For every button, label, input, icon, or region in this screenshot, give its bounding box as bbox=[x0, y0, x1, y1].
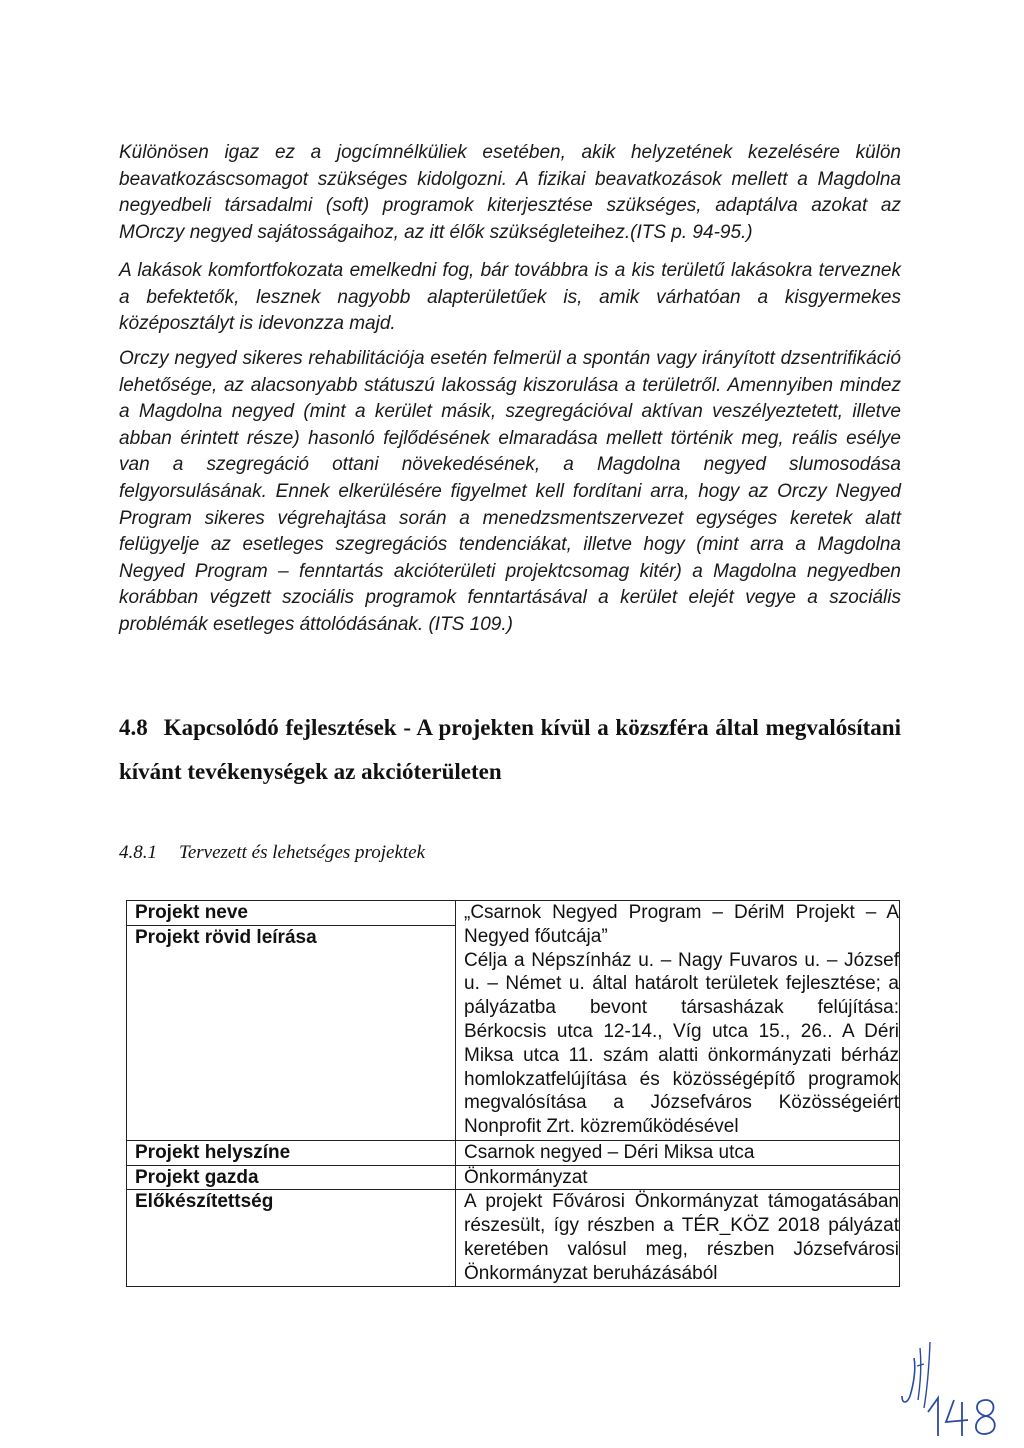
value-project-name-and-description bbox=[456, 901, 900, 1141]
value-project-location: Csarnok negyed – Déri Miksa utca bbox=[456, 1140, 900, 1165]
section-title: Kapcsolódó fejlesztések - A projekten kívül a közszféra által megvalósítani kívánt tevékenységek az akcióterületen bbox=[119, 715, 901, 784]
table-row bbox=[127, 1140, 900, 1165]
subsection-heading bbox=[119, 842, 425, 864]
label-project-name: Projekt neve bbox=[127, 901, 456, 926]
paragraph-2: A lakások komfortfokozata emelkedni fog, bár továbbra is a kis területű lakásokra terveznek a befektetők, lesznek nagyobb alapterületűek is, amik várhatóan a kisgyermekes középosztályt is idevonzza majd. bbox=[119, 260, 901, 335]
section-heading bbox=[119, 706, 901, 794]
project-table bbox=[126, 900, 900, 1287]
table-row bbox=[127, 901, 900, 926]
value-project-name: „Csarnok Negyed Program – DériM Projekt – A Negyed főutcája” bbox=[464, 902, 899, 947]
value-project-description: Célja a Népszínház u. – Nagy Fuvaros u. – József u. – Német u. által határolt területek fejlesztése; a pályázatba bevont társasházak felújítása: Bérkocsis utca 12-14., Víg utca 15., 26.. A Déri Miksa utca 11. szám alatti önkormányzati bérház homlokzatfelújítása és közösségépítő programok megvalósítása a Józsefváros Közösségeiért Nonprofit Zrt. közreműködésével bbox=[464, 949, 899, 1138]
label-project-description: Projekt rövid leírása bbox=[127, 925, 456, 1140]
value-project-owner: Önkormányzat bbox=[456, 1165, 900, 1190]
handwritten-page-number bbox=[918, 1388, 1014, 1440]
subsection-title: Tervezett és lehetséges projektek bbox=[179, 842, 426, 863]
section-number: 4.8 bbox=[119, 715, 148, 740]
label-preparedness: Előkészítettség bbox=[127, 1190, 456, 1286]
paragraph-1: Különösen igaz ez a jogcímnélküliek esetében, akik helyzetének kezelésére külön beavatkozáscsomagot szükséges kidolgozni. A fizikai beavatkozások mellett a Magdolna negyedbeli társadalmi (soft) programok kiterjesztése szükséges, adaptálva azokat az MOrczy negyed sajátosságaihoz, az itt élők szükségleteihez.(ITS p. 94-95.) bbox=[119, 142, 901, 243]
label-project-owner: Projekt gazda bbox=[127, 1165, 456, 1190]
table-row bbox=[127, 1165, 900, 1190]
table-row bbox=[127, 1190, 900, 1286]
subsection-number: 4.8.1 bbox=[119, 842, 157, 863]
paragraph-3: Orczy negyed sikeres rehabilitációja esetén felmerül a spontán vagy irányított dzsentrifikáció lehetősége, az alacsonyabb státuszú lakosság kiszorulása a területről. Amennyiben mindez a Magdolna negyed (mint a kerület másik, szegregációval aktívan veszélyeztetett, illetve abban érintett része) hasonló fejlődésének elmaradása mellett történik meg, reális esélye van a szegregáció ottani növekedésének, a Magdolna negyed slumosodása felgyorsulásának. Ennek elkerülésére figyelmet kell fordítani arra, hogy az Orczy Negyed Program sikeres végrehajtása során a menedzsmentszervezet egységes keretek alatt felügyelje az esetleges szegregációs tendenciákat, illetve hogy (mint arra a Magdolna Negyed Program – fenntartás akcióterületi projektcsomag kitér) a Magdolna negyedben korábban végzett szociális programok fenntartásával a kerület elejét vegye a szociális problémák esetleges áttolódásának. (ITS 109.) bbox=[119, 348, 901, 635]
label-project-location: Projekt helyszíne bbox=[127, 1140, 456, 1165]
value-preparedness: A projekt Fővárosi Önkormányzat támogatásában részesült, így részben a TÉR_KÖZ 2018 pályázat keretében valósul meg, részben Józsefvárosi Önkormányzat beruházásából bbox=[456, 1190, 900, 1286]
